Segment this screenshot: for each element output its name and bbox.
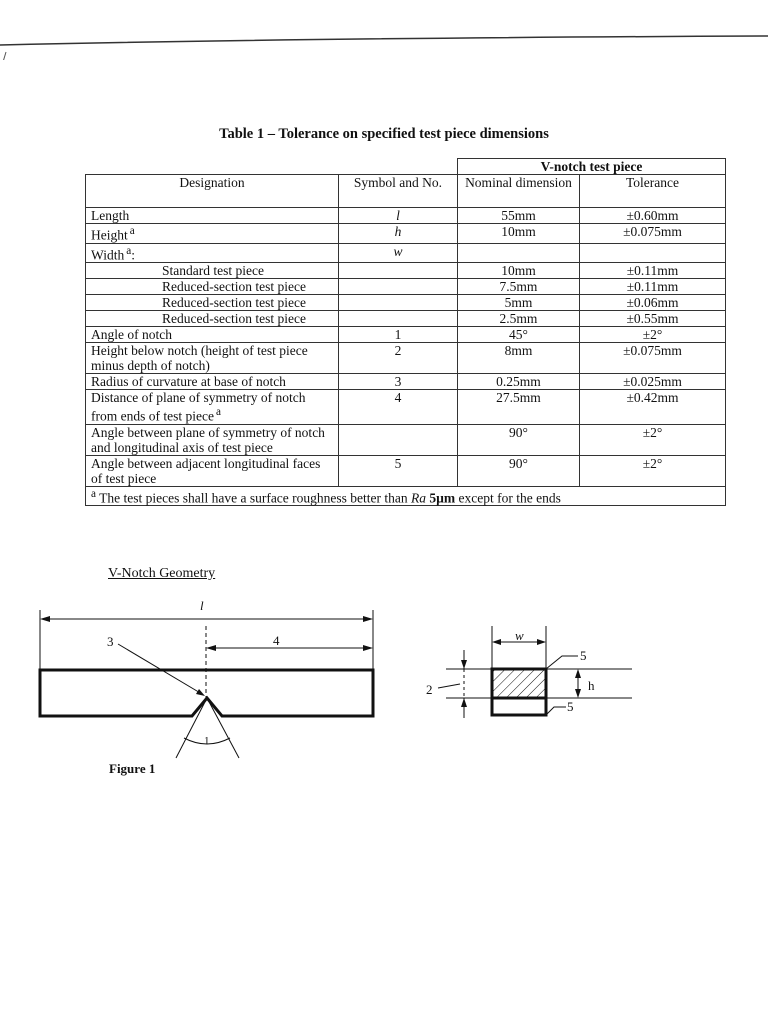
cell-designation — [86, 311, 339, 327]
cell-tolerance: ±0.06mm — [580, 295, 726, 311]
cell-designation — [86, 279, 339, 295]
designation-text: Height — [91, 227, 128, 243]
table-row — [86, 424, 726, 455]
designation-text: Reduced-section test piece — [162, 279, 306, 294]
designation-text: Reduced-section test piece — [162, 311, 306, 326]
table-row — [86, 311, 726, 327]
blank-cell — [86, 159, 458, 175]
cell-symbol — [339, 424, 458, 455]
cell-designation — [86, 374, 339, 390]
footnote-ref: a — [215, 406, 221, 418]
cell-tolerance: ±0.025mm — [580, 374, 726, 390]
table-row — [86, 208, 726, 224]
designation-text: Distance of plane of symmetry of notch from ends of test piece — [91, 390, 306, 424]
footnote-ref: a — [129, 225, 135, 237]
footnote-row — [86, 486, 726, 506]
height-label: h — [588, 678, 595, 693]
cell-symbol: l — [339, 208, 458, 224]
footnote-text: The test pieces shall have a surface roughness better than — [96, 490, 412, 505]
cell-nominal: 90° — [458, 424, 580, 455]
length-label: l — [200, 598, 204, 613]
cell-designation — [86, 424, 339, 455]
cell-designation — [86, 343, 339, 374]
designation-suffix: : — [131, 247, 135, 262]
footnote-text-end: except for the ends — [455, 490, 561, 505]
header-nominal: Nominal dimension — [458, 175, 580, 208]
table-row — [86, 243, 726, 263]
cell-symbol: 4 — [339, 390, 458, 425]
cell-tolerance: ±0.42mm — [580, 390, 726, 425]
table-body — [86, 208, 726, 487]
cell-tolerance: ±2° — [580, 327, 726, 343]
cell-tolerance: ±0.11mm — [580, 279, 726, 295]
cell-nominal — [458, 243, 580, 263]
cell-tolerance: ±2° — [580, 455, 726, 486]
designation-text: Angle of notch — [91, 327, 172, 342]
cell-nominal: 10mm — [458, 263, 580, 279]
designation-text: Width — [91, 247, 125, 262]
footnote-ra: Ra — [411, 490, 427, 505]
cell-designation — [86, 224, 339, 244]
cell-nominal: 2.5mm — [458, 311, 580, 327]
cell-tolerance: ±0.075mm — [580, 224, 726, 244]
footnote-marker: a — [91, 487, 96, 500]
cell-nominal: 8mm — [458, 343, 580, 374]
section-lower-area — [492, 698, 546, 715]
figure-caption: Figure 1 — [109, 761, 156, 776]
height-below-label: 2 — [426, 682, 433, 697]
table-row — [86, 295, 726, 311]
angle-label: 1 — [204, 735, 210, 747]
header-symbol: Symbol and No. — [339, 175, 458, 208]
table-row — [86, 455, 726, 486]
vnotch-figure — [0, 590, 768, 770]
designation-text: Standard test piece — [162, 263, 264, 278]
table-row — [86, 279, 726, 295]
cell-designation — [86, 243, 339, 263]
cell-symbol — [339, 279, 458, 295]
geometry-heading: V-Notch Geometry — [108, 566, 216, 581]
tolerance-table — [85, 158, 726, 506]
group-header-row — [86, 159, 726, 175]
cell-tolerance — [580, 243, 726, 263]
cell-tolerance: ±2° — [580, 424, 726, 455]
cell-nominal: 27.5mm — [458, 390, 580, 425]
table-footnote — [86, 486, 726, 506]
cell-designation — [86, 295, 339, 311]
cell-symbol — [339, 295, 458, 311]
cell-designation — [86, 263, 339, 279]
cell-nominal: 10mm — [458, 224, 580, 244]
cell-designation — [86, 327, 339, 343]
table-row — [86, 263, 726, 279]
cell-symbol: 2 — [339, 343, 458, 374]
designation-text: Length — [91, 208, 130, 223]
footnote-value: 5µm — [429, 490, 456, 505]
cell-nominal: 7.5mm — [458, 279, 580, 295]
designation-text: Angle between adjacent longitudinal faces of test piece — [91, 455, 321, 486]
section-hatched-area — [492, 669, 546, 698]
cell-symbol: 1 — [339, 327, 458, 343]
cell-tolerance: ±0.60mm — [580, 208, 726, 224]
face-label-bottom: 5 — [567, 699, 574, 714]
cell-tolerance: ±0.11mm — [580, 263, 726, 279]
designation-text: Height below notch (height of test piece minus depth of notch) — [91, 343, 308, 373]
cell-symbol: 5 — [339, 455, 458, 486]
cell-nominal: 55mm — [458, 208, 580, 224]
column-header-row — [86, 175, 726, 208]
designation-text: Angle between plane of symmetry of notch and longitudinal axis of test piece — [91, 424, 325, 455]
header-designation: Designation — [86, 175, 339, 208]
distance-label: 4 — [273, 633, 280, 648]
group-header-vnotch: V-notch test piece — [458, 159, 726, 175]
cell-designation — [86, 390, 339, 425]
table-row — [86, 343, 726, 374]
table-row — [86, 390, 726, 425]
designation-text: Radius of curvature at base of notch — [91, 374, 286, 389]
cell-tolerance: ±0.075mm — [580, 343, 726, 374]
cell-symbol: h — [339, 224, 458, 244]
table-row — [86, 224, 726, 244]
cell-symbol: w — [339, 243, 458, 263]
cell-designation — [86, 455, 339, 486]
cell-nominal: 90° — [458, 455, 580, 486]
radius-label: 3 — [107, 634, 114, 649]
cell-symbol — [339, 263, 458, 279]
designation-text: Reduced-section test piece — [162, 295, 306, 310]
cell-symbol — [339, 311, 458, 327]
cell-designation — [86, 208, 339, 224]
cell-nominal: 45° — [458, 327, 580, 343]
header-tolerance: Tolerance — [580, 175, 726, 208]
scan-edge-line — [0, 0, 768, 60]
face-label-top: 5 — [580, 648, 587, 663]
cell-symbol: 3 — [339, 374, 458, 390]
width-label: w — [515, 628, 524, 643]
cell-tolerance: ±0.55mm — [580, 311, 726, 327]
table-row — [86, 374, 726, 390]
cell-nominal: 0.25mm — [458, 374, 580, 390]
table-title: Table 1 – Tolerance on specified test piece dimensions — [219, 126, 549, 142]
table-row — [86, 327, 726, 343]
cell-nominal: 5mm — [458, 295, 580, 311]
footnote-ref: a — [126, 244, 132, 257]
